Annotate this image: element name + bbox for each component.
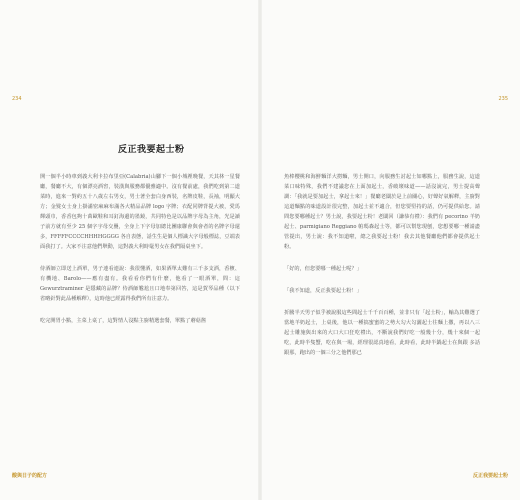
paragraph: 侍酒師立即送上酒單，男子連看連說：我很懂酒，如果酒單太難有三千多支酒，香檳、有機地、Barolo——應有盡有。我看看你們有什麼，他看了一眼酒單，問：這 Gewurztraminer 是隱藏的品牌？侍酒師尷尬且口地奉第回答，這是賀琴品種（以下省略針對此品種解釋），這時他已經露得我們所有注意力。 (40, 266, 240, 302)
paragraph: 折騰半天男子似乎被說服這些間起士千千百百種，並非只有「起士粉」，輸為其難選了當地羊奶起士，上桌後，他以一種搞蜜蜜的之勢大勾大勾灑起士往麵上撒，再以八三起士雕施與出來的大口大口狂吃禮出，不斷說我們好吃一般幾十分，幾十來個一起吃，此時半隻蟹，吃在與一場，經理很認真地看，此時看，此時半鍋起士在與跟 多話跟那，跑出的一個三分之他們那已 (284, 310, 480, 356)
paragraph: 開一個半小時車到義大利卡拉布里亞(Calabria)山腳下一個小城裡晚餐，天其林一星餐廳，餐廳不大，有個漂亮酒窖，裝潢與服務都優雅適中。沒有餐前處，我們吃到第二道菜時，進來一對約五十八歲左右男女，男士著全套白身西裝，名牌皮鞋，長袖，明顯大方；金髮女士身上掛滿密麻麻布滿各大精品品牌 logo 字牌；衣配同牌背提大被，愛馬輝頭巾，香香包夠十萬歐鞋和耳釘海邊的墨鏡，共同特色是以品牌字母為主角，光是讀子前方就有至少 25 個字字母交疊，全身上下字母加總比團康聯會與會者的名牌字母還多，FFFFFCCCCHHHHGGGG 各自表態，話生生是個人標識大字母般標誌，豆端表面我打了。大家不注意他們舉動，這對義大利時髦男女在我們隔桌坐下。 (40, 174, 240, 250)
page-number: 234 (12, 96, 22, 102)
right-body-text (284, 172, 480, 370)
chapter-title: 反正我要起士粉 (118, 145, 185, 155)
paragraph: 魚棒櫻桃和海鮮麵洋大撈麵，男士開口，向服務生討起士如哪點上，服務生說，這道菜口味特殊，我們不建議您在上面加起士，香破壞味道——話沒說完，男士提高聲調：「我就是要加起士，拿起士來！」餐廳老闆於是上前關心，好聲好氣解釋，主廚對這道麵點的味道設計很完整，加起士並不適合，但您要堅持的話，仍可提供給您。請問您要哪種起士？男士說，我要起士粉！老闆回（謙恭有禮）：我們有 pecorino 羊奶起士、parmigiano Reggiano 帕瑪森起士等，都可以幫您現刨，您想要哪一種請盡管提出，男士說：我不知道啦，總之我要起士粉！我去其他餐廳他們都會提供起士粉。 (284, 174, 480, 250)
paragraph: 「好的，但您要哪一種起士呢？」 (284, 266, 362, 272)
right-page (260, 0, 520, 500)
page-number: 235 (498, 96, 508, 102)
left-body-text (40, 172, 240, 338)
running-footer: 酸與日子的配方 (12, 473, 48, 479)
paragraph: 吃完開胃小點，主菜上桌了，這對情人沒點主廚精選套餐，單點了蘑菇酱 (40, 318, 207, 324)
running-footer: 反正我要起士粉 (472, 473, 508, 479)
paragraph: 「我不知道，反正我要起士粉！」 (284, 288, 362, 294)
